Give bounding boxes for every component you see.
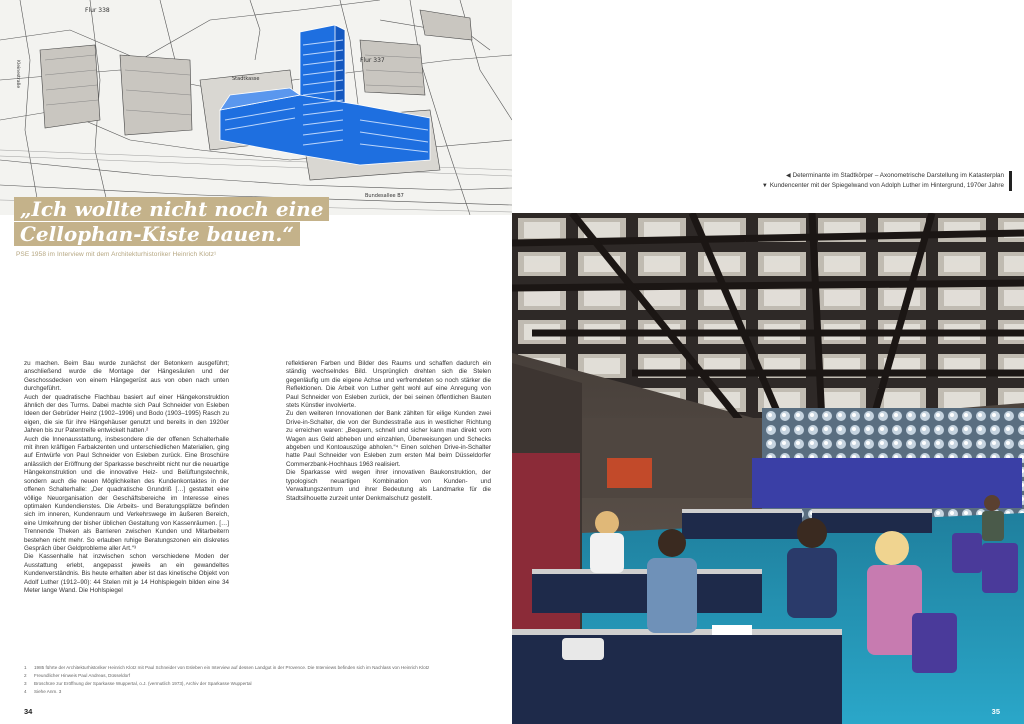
headline-line-2: Cellophan-Kiste bauen.“: [14, 222, 300, 246]
banking-hall-photo: [512, 213, 1024, 724]
footnote: [24, 680, 494, 688]
label-flur337: Flur 337: [360, 57, 385, 64]
right-page: [512, 0, 1024, 724]
image-captions: [762, 171, 1012, 191]
footnote: [24, 688, 494, 696]
triangle-left-icon: ◀: [785, 173, 791, 179]
headline: [14, 197, 329, 247]
subhead: PSE 1958 im Interview mit dem Architekturhistoriker Heinrich Klotz¹: [16, 251, 217, 258]
headline-line-1: „Ich wollte nicht noch eine: [14, 197, 329, 221]
paragraph: reflektieren Farben und Bilder des Raums und schaffen dadurch ein ständig wechselndes Bild. Ursprünglich drehten sich die Stelen gegenläufig um die eigene Achse und verfremdeten so noch stärker die Reflektionen. Die Arbeit von Luther geht wohl auf eine Anregung von Paul Schneider von Esleben zurück, der bei seinen öffentlichen Bauten stets Künstler involvierte.: [286, 360, 491, 410]
page-number-left: 34: [24, 707, 33, 716]
footnote-number: 3: [24, 681, 27, 686]
paragraph: Zu den weiteren Innovationen der Bank zählten für eilige Kunden zwei Drive-in-Schalter, die von der Bundesstraße aus in westlicher Richtung zu erreichen waren: „Bequem, schnell und sicher kann man direkt vom Wagen aus Geld abheben und einzahlen, Überweisungen und Schecks abgeben und Kontoauszüge abholen.“⁴ Einen solchen Drive-in-Schalter hatte Paul Schneider von Esleben zum ersten Mal beim Düsseldorfer Commerzbank-Hochhaus 1963 realisiert.: [286, 410, 491, 468]
footnote-number: 4: [24, 689, 27, 694]
footnote-number: 2: [24, 673, 27, 678]
footnote-text: Siehe Anm. 3: [34, 689, 62, 694]
page-number-right: 35: [991, 707, 1000, 716]
text-column-2: [286, 360, 491, 503]
text-column-1: [24, 360, 229, 595]
label-strasse: Kleinestraße: [15, 60, 20, 89]
paragraph: zu machen. Beim Bau wurde zunächst der Betonkern ausgeführt; anschließend wurde die Montage der Hängesäulen und der Geschossdecken von einem Hängegerüst aus von oben nach unten durchgeführt.: [24, 360, 229, 393]
caption-photo: ▼ Kundencenter mit der Spiegelwand von Adolph Luther im Hintergrund, 1970er Jahre: [761, 182, 1004, 189]
triangle-down-icon: ▼: [761, 183, 768, 189]
footnote-text: Broschüre zur Eröffnung der Sparkasse Wuppertal, o.J. (vermutlich 1973), Archiv der Sparkasse Wuppertal: [34, 681, 252, 686]
label-bundesallee: Bundesallee B7: [365, 193, 404, 199]
footnote-text: 1985 führte der Architekturhistoriker Heinrich Klotz mit Paul Schneider von Esleben ein Interview auf dessen Landgut in der Provence. Die Interviews befinden sich im Nachlass von Heinrich Klotz: [34, 665, 430, 670]
paragraph: Auch die Innenausstattung, insbesondere die der offenen Schalterhalle mit ihren kräftigen Farbakzenten und unterschiedlichen Materialien, ging auf Entwürfe von Paul Schneider von Esleben zurück. Eine Broschüre anlässlich der Eröffnung der Sparkasse beschreibt nicht nur die neuartige Hängekonstruktion und die innovative Heiz- und Belüftungstechnik, sondern auch die neuen Möglichkeiten des Kundenkontaktes in der offenen Schalterhalle: „Der quadratische Grundriß […] gestattet eine völlige Neuorganisation der Geschäftsbereiche im Interesse eines optimalen Kundendienstes. Die Arbeits- und Beratungsplätze befinden sich im inneren, Kundenraum und Verkehrswege im äußeren Bereich, eine Umkehrung der bisher üblichen Gestaltung von Kassenräumen. […] Trennende Theken als Barrieren zwischen Kunden und Mitarbeitern bestehen nicht mehr. So erlauben ruhige Beratungszonen ein diskretes Gespräch über Geldprobleme aller Art.“³: [24, 435, 229, 552]
cadastral-plan-axonometry: [0, 0, 512, 215]
paragraph: Auch der quadratische Flachbau basiert auf einer Hängekonstruktion ähnlich der des Turms. Dabei machte sich Paul Schneider von Esleben Ideen der Gebrüder Heinz (1902–1996) und Bodo (1903–1995) Rasch zu eigen, die sie für ihre Hängehäuser genutzt und bereits in den 1920er Jahren bis zur Patentreife entwickelt hatten.²: [24, 393, 229, 435]
label-flur338: Flur 338: [85, 7, 110, 14]
paragraph: Die Kassenhalle hat inzwischen schon verschiedene Moden der Ausstattung erlebt, angepasst jeweils an ein gewandeltes Kundenverständnis. Bis heute erhalten aber ist das kinetische Objekt von Adolf Luther (1912–90): 44 Stelen mit je 14 Hohlspiegeln bilden eine 34 Meter lange Wand. Die Hohlspiegel: [24, 553, 229, 594]
footnote: [24, 664, 494, 672]
paragraph: Die Sparkasse wird wegen ihrer innovativen Baukonstruktion, der typologisch neuartigen Kombination von Kunden- und Verwaltungszentrum und ihrer Bedeutung als Landmarke für die Stadtsilhouette zurzeit unter Denkmalschutz gestellt.: [286, 469, 491, 502]
cadastral-plan-drawing: [0, 0, 512, 215]
footnotes: [24, 664, 494, 696]
label-stadtkasse: Stadtkasse: [232, 76, 260, 82]
footnote-number: 1: [24, 665, 27, 670]
caption-plan: ◀ Determinante im Stadtkörper – Axonometrische Darstellung im Katasterplan: [785, 172, 1004, 179]
footnote-text: Freundlicher Hinweis Paul Andreas, Düsseldorf: [34, 673, 131, 678]
footnote: [24, 672, 494, 680]
banking-hall-illustration: [512, 213, 1024, 724]
